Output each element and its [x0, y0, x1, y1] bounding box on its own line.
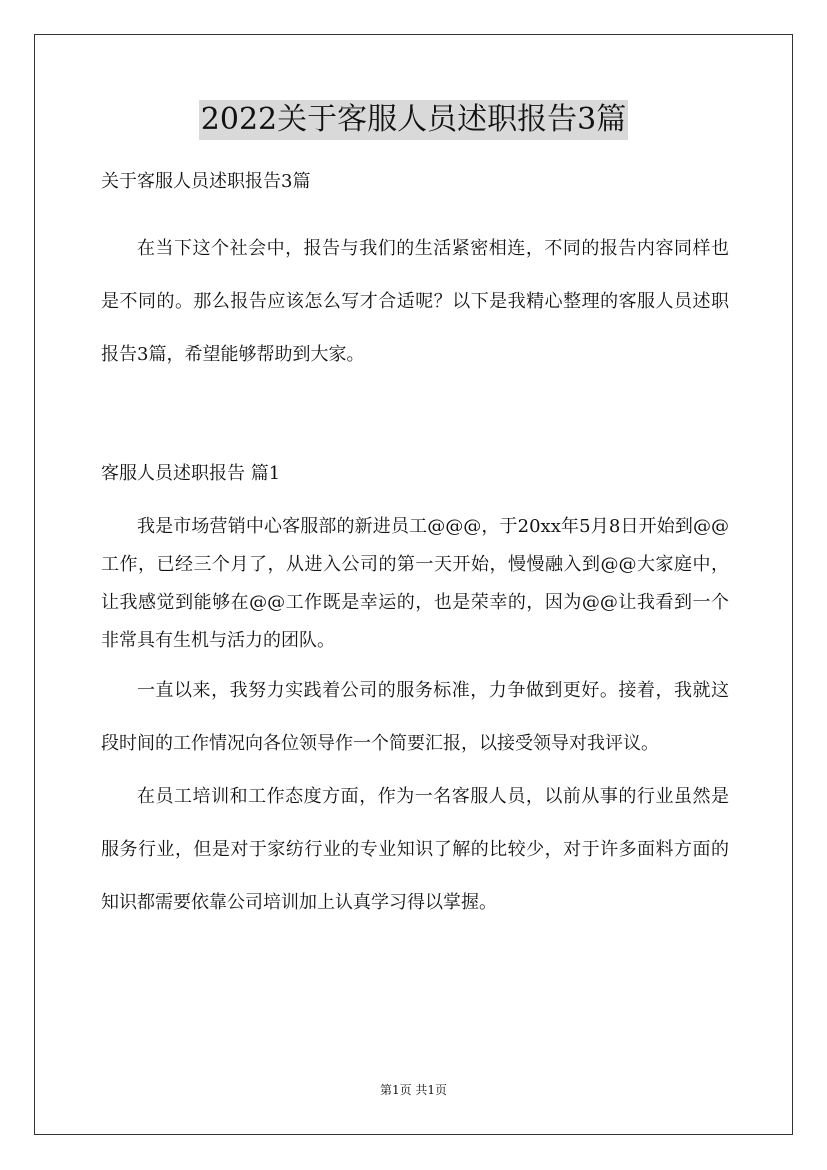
document-title: 2022关于客服人员述职报告3篇: [199, 100, 628, 140]
body-paragraph-2: 一直以来，我努力实践着公司的服务标准，力争做到更好。接着，我就这段时间的工作情况向各位领导作一个简要汇报，以接受领导对我评议。: [101, 680, 729, 754]
document-body: [101, 170, 729, 929]
body-paragraph-3: 在员工培训和工作态度方面，作为一名客服人员，以前从事的行业虽然是服务行业，但是对于家纺行业的专业知识了解的比较少，对于许多面料方面的知识都需要依靠公司培训加上认真学习得以掌握。: [101, 786, 729, 913]
intro-paragraph: 在当下这个社会中，报告与我们的生活紧密相连，不同的报告内容同样也是不同的。那么报告应该怎么写才合适呢？以下是我精心整理的客服人员述职报告3篇，希望能够帮助到大家。: [101, 238, 729, 365]
title-container: [0, 100, 827, 140]
document-subtitle: 关于客服人员述职报告3篇: [101, 171, 311, 192]
section-heading: 客服人员述职报告 篇1: [101, 463, 281, 484]
body-paragraph-1: 我是市场营销中心客服部的新进员工@@@，于20xx年5月8日开始到@@工作，已经三个月了，从进入公司的第一天开始，慢慢融入到@@大家庭中，让我感觉到能够在@@工作既是幸运的，也是荣幸的，因为@@让我看到一个非常具有生机与活力的团队。: [101, 516, 729, 651]
page-footer: 第1页 共1页: [379, 1083, 448, 1097]
